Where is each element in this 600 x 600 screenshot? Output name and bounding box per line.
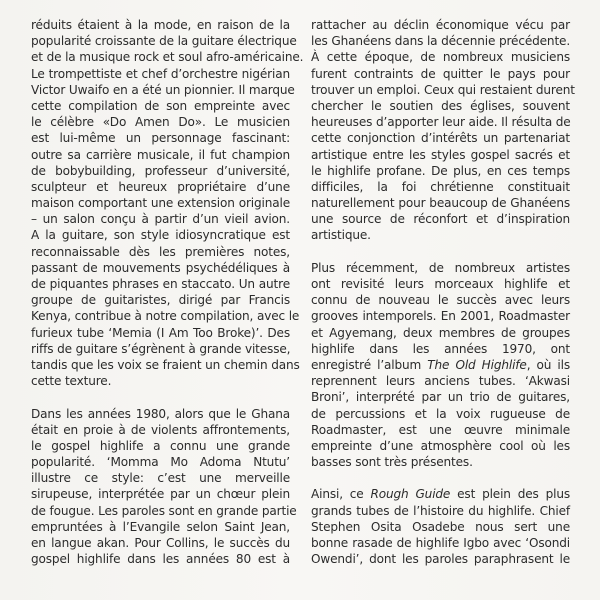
text-line: était en proie à de violents affrontements, (31, 422, 290, 437)
text-line: grooves intemporels. En 2001, Roadmaster (311, 309, 570, 324)
left-column (31, 17, 304, 567)
text-line: groupe de guitaristes, dirigé par Francis (31, 293, 290, 308)
text-line: Victor Uwaifo en a été un pionnier. Il marque (31, 82, 295, 97)
text-line: sirupeuse, interprétée par un chœur plein (31, 487, 290, 502)
text-line: réduits étaient à la mode, en raison de la (31, 18, 290, 32)
text-line: tandis que les voix se fraient un chemin dans (31, 357, 300, 372)
text-line: maison comportant une extension originale (31, 196, 290, 211)
text-line: gospel highlife dans les années 80 est à (31, 552, 290, 567)
text-line: popularité. ‘Momma Mo Adoma Ntutu’ (31, 455, 290, 470)
text-line: ont revisité leurs morceaux highlife et (311, 277, 570, 291)
text-line: highlife dans les années 1970, ont (311, 341, 570, 356)
text-line: empruntées à l’Evangile selon Saint Jean, (31, 519, 290, 534)
text-line: trouver un emploi. Ceux qui restaient durent (311, 82, 575, 97)
text-line: difficiles, la foi chrétienne constituait (311, 179, 570, 194)
text-line: outre sa carrière musicale, il fut champion (31, 147, 290, 162)
text-line: popularité croissante de la guitare électrique (31, 34, 297, 49)
paragraph-gap (311, 470, 570, 486)
text-line: naturellement pour beaucoup de Ghanéens (311, 196, 570, 211)
text-line: de piquantes phrases en staccato. Un autre (31, 277, 290, 291)
paragraph (31, 17, 304, 389)
text-line: reconnaissable dès les premières notes, (31, 244, 290, 259)
paragraph (311, 17, 575, 244)
text-line: grands tubes de l’histoire du highlife. Chief (311, 503, 570, 518)
text-line: de fougue. Les paroles sont en grande partie (31, 503, 297, 518)
text-line: de percussions et la voix rugueuse de (311, 406, 570, 421)
text-line: en langue akan. Pour Collins, le succès du (31, 536, 290, 550)
paragraph-gap (311, 244, 570, 260)
text-line: de bobybuilding, professeur d’université, (31, 163, 290, 178)
text-line: illustre ce style: c’est une merveille (31, 471, 290, 486)
text-line: artistique entre les styles gospel sacrés et (311, 147, 570, 162)
text-line: connu de nouveau le succès avec leurs (311, 293, 570, 308)
text-line: enregistré l’album The Old Highlife, où ils (311, 357, 570, 372)
text-line: cette conjonction d’intérêts un partenariat (311, 131, 570, 146)
text-line: sculpteur et heureux propriétaire d’une (31, 179, 290, 194)
text-line: À cette époque, de nombreux musiciens (311, 50, 570, 65)
text-line: empreinte d’une atmosphère cool où les (311, 438, 570, 453)
text-line: et de la musique rock et soul afro-américaine. (31, 50, 304, 65)
text-line: basses sont très présentes. (311, 455, 473, 470)
text-line: une source de réconfort et d’inspiration (311, 212, 570, 227)
text-line: bonne rasade de highlife Igbo avec ‘Osondi (311, 536, 570, 550)
italic-title: The Old Highlife (427, 357, 527, 372)
paragraph (311, 486, 570, 567)
right-column (311, 17, 575, 567)
text-line: artistique. (311, 228, 371, 243)
text-line: Dans les années 1980, alors que le Ghana (31, 406, 290, 421)
text-line: furent contraints de quitter le pays pour (311, 66, 570, 81)
paragraph (311, 260, 570, 470)
text-line: chercher le soutien des églises, souvent (311, 98, 570, 113)
text-line: passant de mouvements psychédéliques à (31, 260, 290, 275)
text-line: cette compilation de son empreinte avec (31, 98, 290, 113)
text-line: le célèbre «Do Amen Do». Le musicien (31, 115, 290, 130)
text-line: riffs de guitare s’égrènent à grande vitesse, (31, 341, 291, 356)
text-line: le highlife profane. De plus, en ces temps (311, 163, 570, 178)
text-line: et Agyemang, deux membres de groupes (311, 325, 570, 340)
text-line: Owendi’, dont les paroles paraphrasent le (311, 552, 570, 567)
text-line: Kenya, contribue à notre compilation, avec le (31, 309, 300, 324)
text-line: cette texture. (31, 374, 112, 389)
text-line: Stephen Osita Osadebe nous sert une (311, 519, 570, 534)
text-line: Plus récemment, de nombreux artistes (311, 260, 570, 275)
text-line: A la guitare, son style idiosyncratique est (31, 228, 290, 243)
text-line: reprennent leurs anciens tubes. ‘Akwasi (311, 374, 570, 389)
text-line: rattacher au déclin économique vécu par (311, 18, 570, 32)
paragraph (31, 406, 297, 568)
text-line: Roadmaster, est une œuvre minimale (311, 422, 570, 437)
italic-title: Rough Guide (370, 487, 451, 502)
text-line: Ainsi, ce Rough Guide est plein des plus (311, 487, 570, 502)
text-line: – un salon conçu à partir d’un vieil avion. (31, 212, 290, 227)
text-line: Broni’, interprété par un trio de guitares, (311, 390, 570, 405)
text-line: heureuses d’apporter leur aide. Il résulta de (311, 115, 571, 130)
text-line: les Ghanéens dans la décennie précédente. (311, 34, 571, 49)
paragraph-gap (31, 389, 290, 405)
text-line: furieux tube ‘Memia (I Am Too Broke)’. Des (31, 325, 290, 340)
text-line: Le trompettiste et chef d’orchestre nigérian (31, 66, 290, 81)
text-line: le gospel highlife a connu une grande (31, 438, 290, 453)
text-line: est lui-même un personnage fascinant: (31, 131, 290, 146)
